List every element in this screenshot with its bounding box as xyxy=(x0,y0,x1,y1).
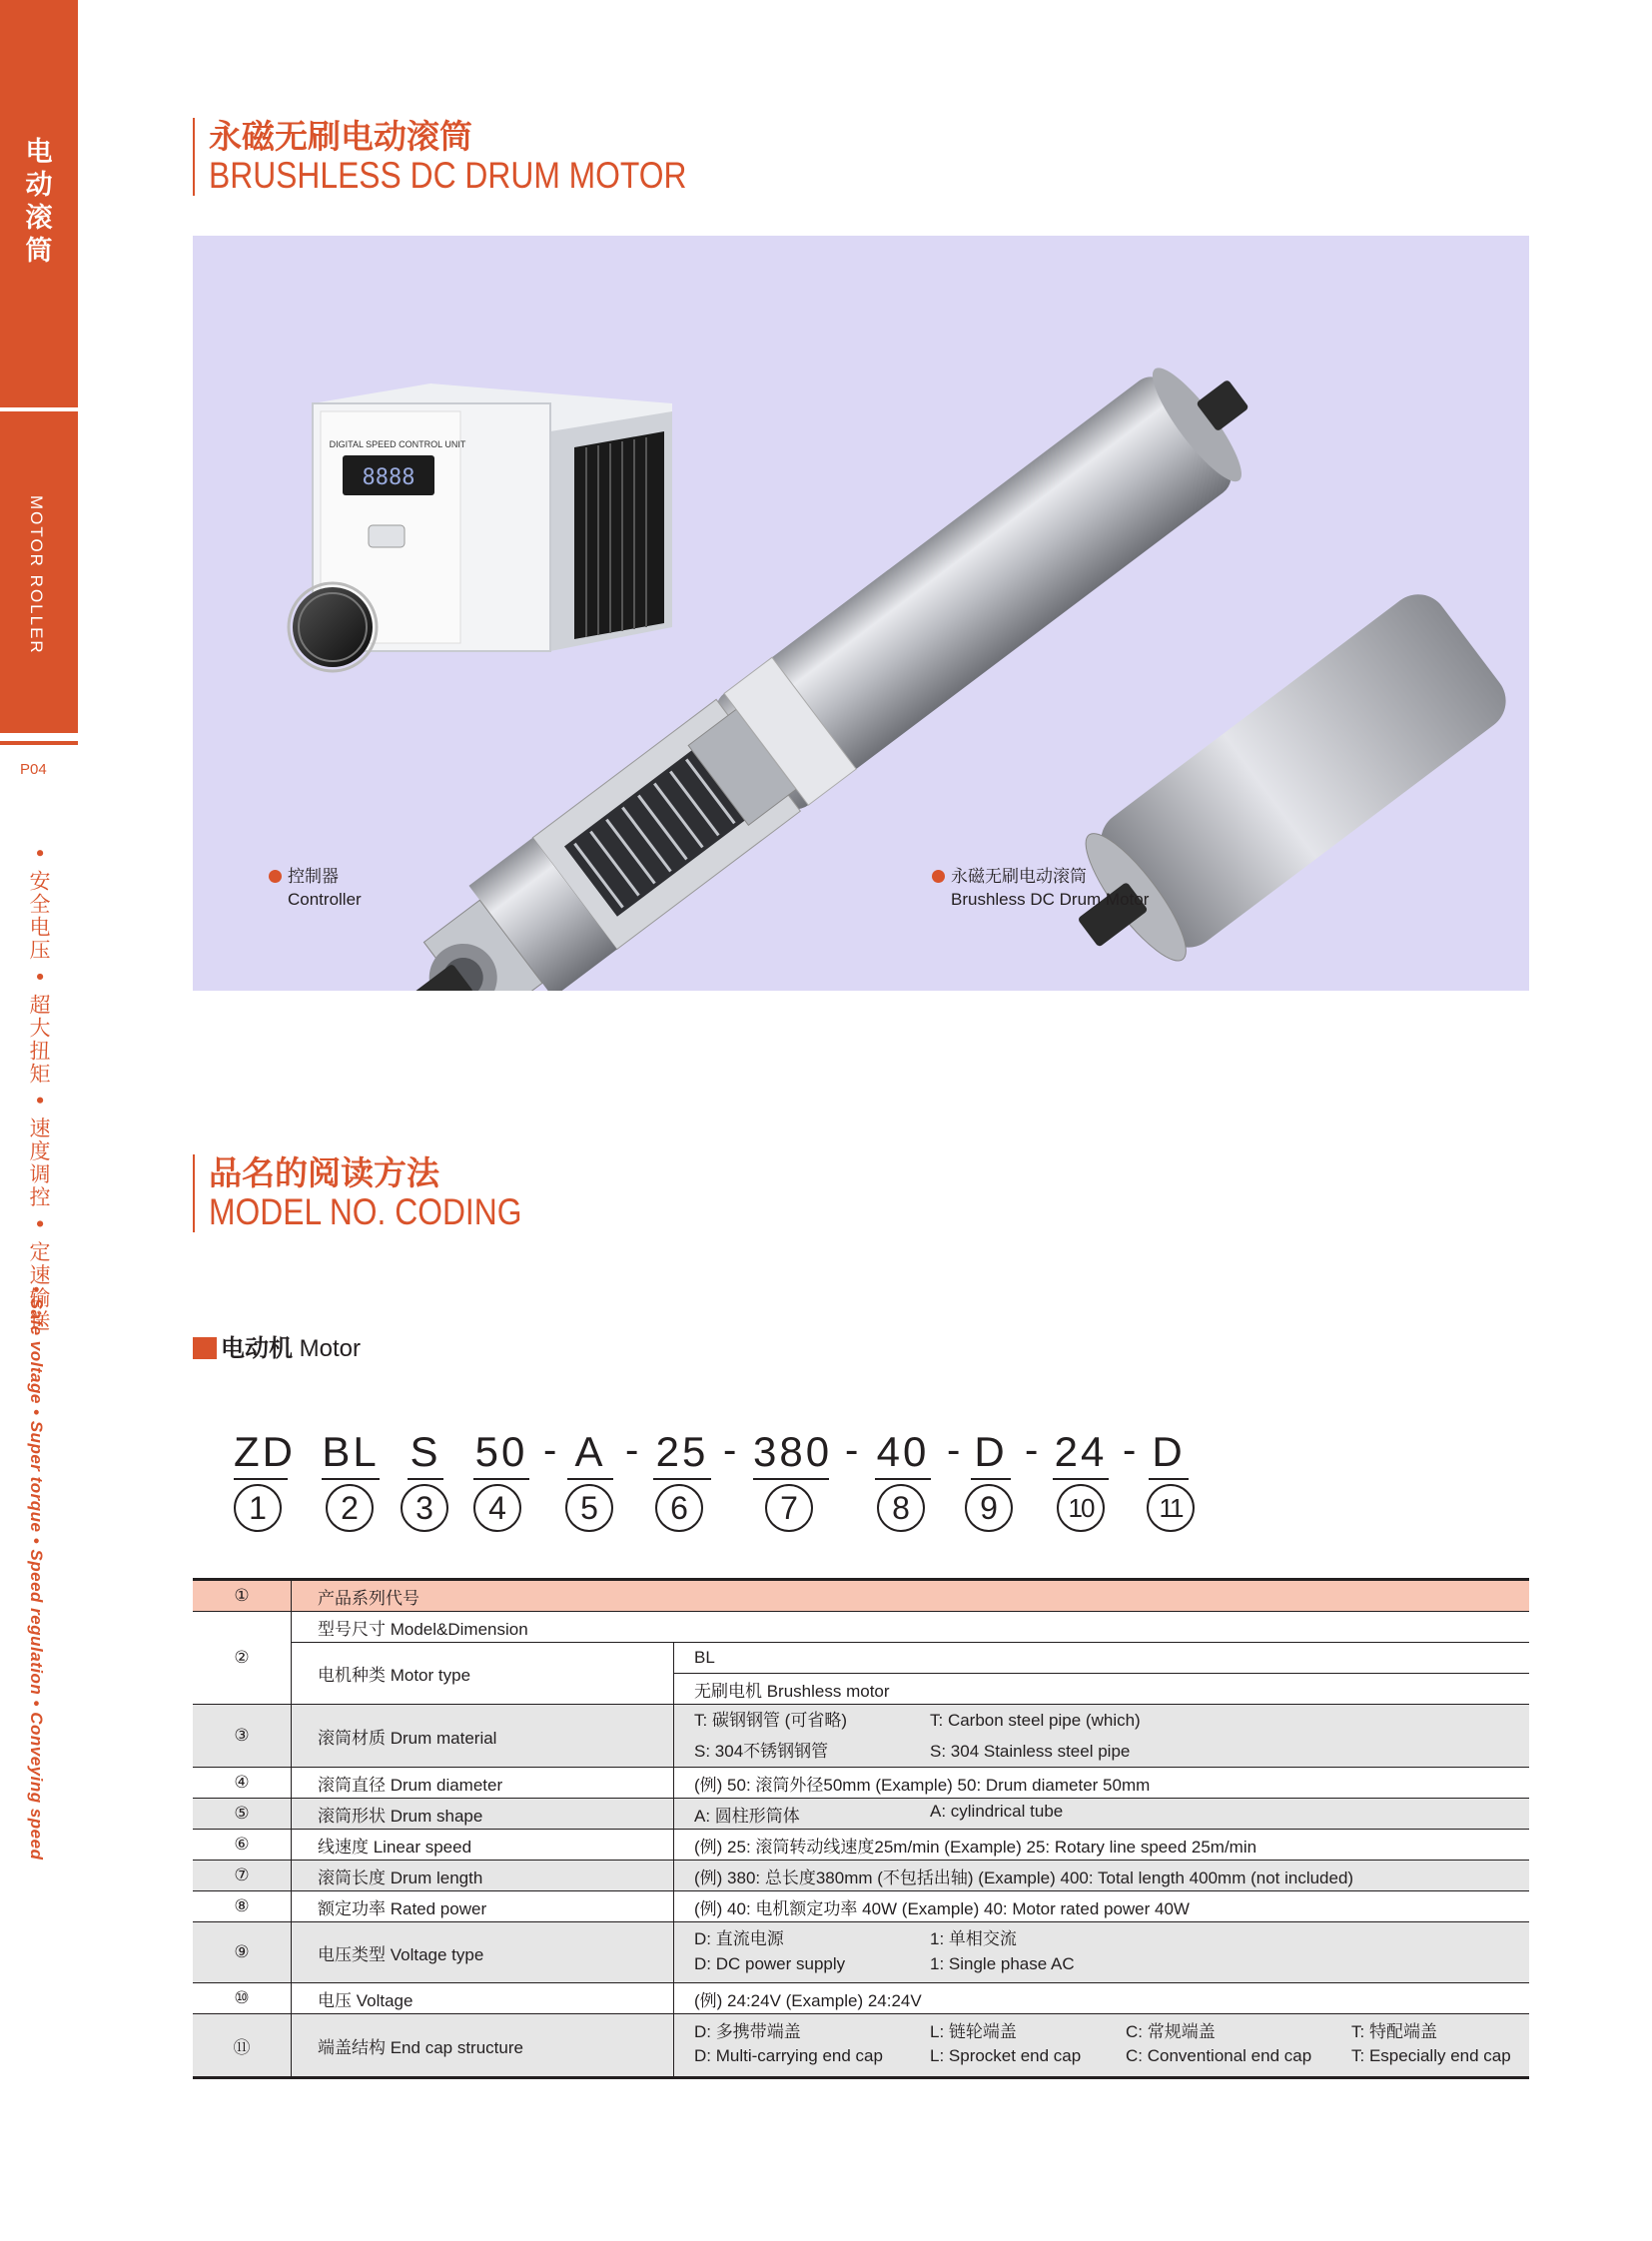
caption-drum-en: Brushless DC Drum Motor xyxy=(951,890,1150,909)
code-part xyxy=(322,1428,380,1480)
row-value: BL xyxy=(694,1648,715,1667)
row-value: (例) 380: 总长度380mm (不包括出轴) (Example) 400: Total length 400mm (not included) xyxy=(674,1861,1530,1891)
row-attribute: 滚筒直径 Drum diameter xyxy=(292,1768,674,1799)
row-number: ⑪ xyxy=(193,2014,292,2078)
row-value xyxy=(674,1799,1530,1830)
value-cell: D: 多携带端盖 xyxy=(694,2022,801,2041)
sidebar-cn-char: 筒 xyxy=(25,236,53,267)
value-cell: T: 碳钢钢管 (可省略) xyxy=(694,1711,847,1730)
row-value: (例) 50: 滚筒外径50mm (Example) 50: Drum diameter 50mm xyxy=(694,1775,1151,1795)
sidebar-features-cn: • 安全电压 • 超大扭矩 • 速度调控 • 定速输送 xyxy=(27,847,51,1333)
controller-panel-label: DIGITAL SPEED CONTROL UNIT xyxy=(329,439,466,449)
code-index-circle: 2 xyxy=(326,1484,374,1532)
row-number: ④ xyxy=(193,1768,292,1799)
code-dash: - xyxy=(1025,1428,1039,1472)
motor-label-cn: 电动机 xyxy=(221,1334,293,1362)
caption-controller xyxy=(269,865,362,911)
row-number: ⑨ xyxy=(193,1922,292,1983)
row-number: ⑧ xyxy=(193,1891,292,1922)
value-cell: C: Conventional end cap xyxy=(1126,2046,1312,2065)
section-heading-coding xyxy=(193,1154,573,1232)
value-cell: L: Sprocket end cap xyxy=(930,2046,1082,2065)
row-value xyxy=(674,1922,1530,1983)
code-dash: - xyxy=(845,1428,859,1472)
row-number: ⑤ xyxy=(193,1799,292,1830)
sidebar xyxy=(0,0,78,2241)
code-part xyxy=(234,1428,296,1480)
motor-label-en: Motor xyxy=(299,1335,362,1362)
row-value: (例) 24:24V (Example) 24:24V xyxy=(694,1990,922,2010)
sidebar-features-en: • Safe voltage • Super torque • Speed regulation • Conveying speed xyxy=(27,1286,46,1861)
row-number: ⑥ xyxy=(193,1830,292,1861)
code-part-text: 25 xyxy=(655,1428,709,1475)
sidebar-cn-char: 电 xyxy=(25,137,53,168)
row-attribute: 电机种类 Motor type xyxy=(292,1643,674,1705)
bullet-dot-icon xyxy=(932,870,945,883)
controller-unit xyxy=(289,383,672,671)
heading-en: MODEL NO. CODING xyxy=(209,1191,522,1232)
code-part-text: BL xyxy=(322,1428,380,1475)
row-value: (例) 25: 滚筒转动线速度25m/min (Example) 25: Rotary line speed 25m/min xyxy=(694,1837,1257,1857)
table-row xyxy=(193,1799,1529,1830)
value-cell: D: Multi-carrying end cap xyxy=(694,2046,883,2065)
code-part xyxy=(875,1428,931,1480)
drum-motor-secondary xyxy=(1041,582,1517,991)
row-attribute: 滚筒形状 Drum shape xyxy=(292,1799,674,1830)
row-attribute: 产品系列代号 xyxy=(292,1580,1530,1612)
section-heading-product xyxy=(193,118,764,196)
motor-subheading xyxy=(193,1328,361,1363)
code-dash: - xyxy=(625,1428,639,1472)
code-index-circle: 8 xyxy=(877,1484,925,1532)
caption-drum-motor xyxy=(932,865,1149,911)
sidebar-cn-char: 动 xyxy=(25,170,53,201)
value-cell: T: Especially end cap xyxy=(1351,2046,1511,2065)
controller-display-digits: 8888 xyxy=(362,465,415,490)
row-value: 无刷电机 Brushless motor xyxy=(694,1681,890,1701)
table-row xyxy=(193,1830,1529,1861)
row-number: ② xyxy=(193,1612,292,1705)
value-cell: 1: 单相交流 xyxy=(930,1929,1017,1948)
bullet-dot-icon xyxy=(269,870,282,883)
table-row xyxy=(193,1705,1529,1768)
value-cell: C: 常规端盖 xyxy=(1126,2022,1216,2041)
row-attribute: 滚筒长度 Drum length xyxy=(292,1861,674,1891)
row-value xyxy=(674,2014,1530,2078)
row-number: ⑦ xyxy=(193,1861,292,1891)
row-attribute: 电压 Voltage xyxy=(292,1983,674,2014)
row-attribute: 额定功率 Rated power xyxy=(292,1891,674,1922)
value-cell: A: cylindrical tube xyxy=(930,1801,1064,1821)
table-row xyxy=(193,1922,1529,1983)
code-part xyxy=(473,1428,529,1480)
code-part xyxy=(653,1428,711,1480)
code-part-text: 24 xyxy=(1054,1428,1108,1475)
row-attribute: 滚筒材质 Drum material xyxy=(292,1705,674,1768)
product-illustration xyxy=(193,236,1529,991)
code-index-circle: 10 xyxy=(1057,1484,1105,1532)
code-part-text: S xyxy=(410,1428,441,1475)
table-row xyxy=(193,1643,1529,1674)
row-number: ③ xyxy=(193,1705,292,1768)
table-row xyxy=(193,1580,1529,1612)
caption-controller-en: Controller xyxy=(288,890,362,909)
code-part-text: 40 xyxy=(876,1428,930,1475)
value-cell: S: 304 Stainless steel pipe xyxy=(930,1742,1131,1761)
table-row xyxy=(193,1768,1529,1799)
model-coding-table xyxy=(193,1578,1529,2079)
code-part xyxy=(753,1428,833,1480)
code-part xyxy=(567,1428,613,1480)
row-value: (例) 40: 电机额定功率 40W (Example) 40: Motor rated power 40W xyxy=(694,1898,1190,1918)
heading-en: BRUSHLESS DC DRUM MOTOR xyxy=(209,155,687,196)
code-part xyxy=(1149,1428,1189,1480)
heading-cn: 永磁无刷电动滚筒 xyxy=(209,117,472,156)
table-row xyxy=(193,1861,1529,1891)
value-cell: D: 直流电源 xyxy=(694,1929,784,1948)
code-dash: - xyxy=(543,1428,557,1472)
code-index-circle: 9 xyxy=(965,1484,1013,1532)
heading-cn: 品名的阅读方法 xyxy=(209,1153,439,1192)
code-index-circle: 6 xyxy=(655,1484,703,1532)
code-part-text: D xyxy=(974,1428,1008,1475)
value-cell: T: 特配端盖 xyxy=(1351,2022,1437,2041)
sidebar-cn-title xyxy=(0,136,78,268)
code-dash: - xyxy=(723,1428,737,1472)
code-index-circle: 4 xyxy=(473,1484,521,1532)
page-number: P04 xyxy=(20,761,47,778)
orange-square-icon xyxy=(193,1337,217,1359)
value-cell: S: 304不锈钢钢管 xyxy=(694,1742,829,1761)
row-value xyxy=(674,1705,1530,1768)
row-attribute: 电压类型 Voltage type xyxy=(292,1922,674,1983)
row-attribute: 端盖结构 End cap structure xyxy=(292,2014,674,2078)
code-part-text: A xyxy=(574,1428,606,1475)
code-index-circle: 11 xyxy=(1147,1484,1195,1532)
code-index-circle: 1 xyxy=(234,1484,282,1532)
code-index-circle: 5 xyxy=(565,1484,613,1532)
code-part xyxy=(1053,1428,1109,1480)
product-photo-panel xyxy=(193,236,1529,991)
value-cell: D: DC power supply xyxy=(694,1954,846,1973)
sidebar-cn-char: 滚 xyxy=(25,203,53,234)
sidebar-en-title: MOTOR ROLLER xyxy=(27,495,46,655)
sidebar-underline xyxy=(0,741,78,745)
table-row xyxy=(193,2014,1529,2078)
code-index-circle: 7 xyxy=(765,1484,813,1532)
table-row xyxy=(193,1891,1529,1922)
code-part xyxy=(971,1428,1011,1480)
code-part-text: 50 xyxy=(474,1428,528,1475)
value-cell: A: 圆柱形筒体 xyxy=(694,1806,800,1826)
table-row xyxy=(193,1612,1529,1643)
code-dash: - xyxy=(947,1428,961,1472)
caption-drum-cn: 永磁无刷电动滚筒 xyxy=(951,867,1087,886)
row-attribute: 型号尺寸 Model&Dimension xyxy=(318,1619,528,1639)
code-part-text: 380 xyxy=(753,1428,833,1475)
caption-controller-cn: 控制器 xyxy=(288,867,339,886)
table-row xyxy=(193,1983,1529,2014)
value-cell: 1: Single phase AC xyxy=(930,1954,1075,1973)
code-part-text: ZD xyxy=(234,1428,296,1475)
value-cell: L: 链轮端盖 xyxy=(930,2022,1017,2041)
code-part-text: D xyxy=(1152,1428,1186,1475)
value-cell: T: Carbon steel pipe (which) xyxy=(930,1711,1141,1730)
row-attribute: 线速度 Linear speed xyxy=(292,1830,674,1861)
code-index-circle: 3 xyxy=(401,1484,448,1532)
code-part xyxy=(408,1428,443,1480)
row-number: ⑩ xyxy=(193,1983,292,2014)
code-dash: - xyxy=(1123,1428,1137,1472)
row-number: ① xyxy=(193,1580,292,1612)
